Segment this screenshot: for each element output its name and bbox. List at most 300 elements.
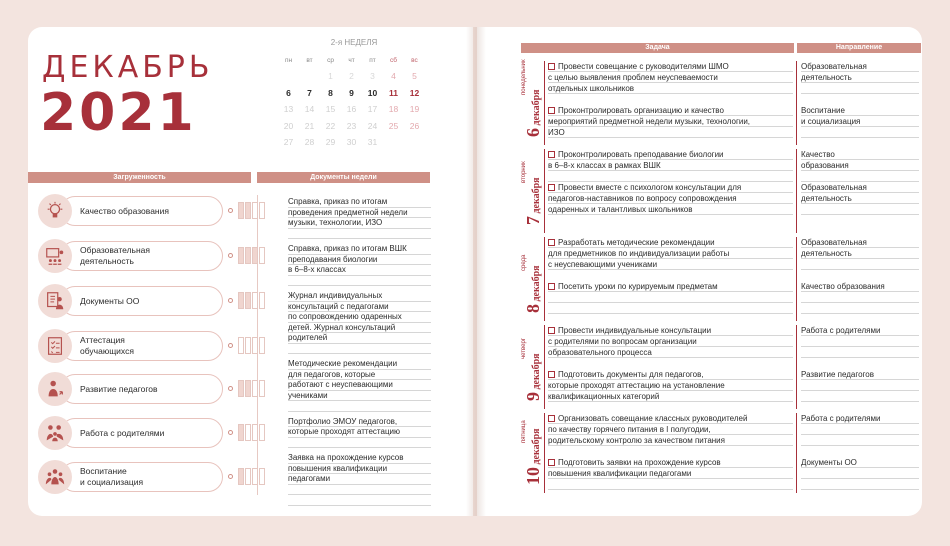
direction-item — [801, 105, 919, 138]
document-item — [288, 291, 431, 354]
task-text: Организовать совещание классных руководителей — [558, 414, 748, 423]
workload-label-line: Работа с родителями — [80, 427, 165, 438]
direction-item — [801, 182, 919, 215]
document-line: для педагогов, которые — [288, 370, 431, 381]
document-line: которые проходят аттестацию — [288, 427, 431, 438]
direction-blank-line[interactable] — [801, 292, 919, 303]
day-label — [521, 325, 543, 409]
calendar-day[interactable]: 9 — [349, 87, 354, 98]
document-line: Портфолио ЭМОУ педагогов, — [288, 417, 431, 428]
day-label — [521, 61, 543, 145]
task-text: Подготовить документы для педагогов, — [558, 370, 704, 379]
calendar-day[interactable]: 26 — [409, 120, 420, 131]
direction-blank-line[interactable] — [801, 424, 919, 435]
document-blank-line[interactable] — [288, 438, 431, 449]
task-line — [548, 435, 793, 446]
day-separator — [544, 413, 545, 493]
people-group-icon — [38, 460, 72, 494]
documents-list — [288, 197, 431, 511]
task-line — [548, 468, 793, 479]
workload-level-cell[interactable] — [245, 380, 251, 397]
task-item — [548, 369, 793, 402]
direction-blank-line[interactable] — [801, 435, 919, 446]
task-checkbox[interactable] — [548, 283, 555, 290]
workload-label-line: Развитие педагогов — [80, 383, 158, 394]
calendar-day[interactable]: 13 — [283, 104, 294, 114]
documents-header: Документы недели — [257, 172, 430, 183]
document-blank-line[interactable] — [288, 485, 431, 496]
workload-dot — [228, 430, 233, 435]
task-blank-line[interactable] — [548, 303, 793, 314]
calendar-day[interactable]: 15 — [325, 104, 336, 114]
calendar-day[interactable]: 14 — [304, 104, 315, 114]
calendar-day[interactable]: 31 — [367, 137, 378, 147]
task-text: Проконтролировать организацию и качество — [558, 106, 724, 115]
task-line — [548, 204, 793, 215]
document-blank-line[interactable] — [288, 495, 431, 506]
calendar-empty — [278, 68, 299, 85]
direction-line: и социализация — [801, 116, 919, 127]
task-line — [548, 391, 793, 402]
workload-label — [80, 416, 164, 450]
direction-item — [801, 369, 919, 402]
task-text: Провести индивидуальные консультации — [558, 326, 712, 335]
task-line — [548, 336, 793, 347]
workload-dot — [228, 253, 233, 258]
day-label — [521, 237, 543, 321]
task-checkbox[interactable] — [548, 415, 555, 422]
workload-level-cell[interactable] — [238, 202, 244, 219]
month-title: ДЕКАБРЬ — [42, 50, 214, 85]
task-line — [548, 237, 793, 248]
task-text: Проконтролировать преподавание биологии — [558, 150, 724, 159]
calendar-day[interactable]: 12 — [409, 87, 420, 98]
task-item — [548, 149, 793, 182]
task-text: Провести вместе с психологом консультации для — [558, 183, 742, 192]
direction-separator — [796, 237, 797, 321]
document-line: Справка, приказ по итогам — [288, 197, 431, 208]
task-text: квалификационных категорий — [548, 392, 660, 401]
document-line: педагогами — [288, 474, 431, 485]
document-blank-line[interactable] — [288, 344, 431, 355]
task-text: родительскому контролю за качеством питания — [548, 436, 725, 445]
workload-label-line: и социализация — [80, 477, 144, 487]
mini-calendar — [278, 38, 430, 151]
direction-item — [801, 149, 919, 182]
task-checkbox[interactable] — [548, 184, 555, 191]
task-checkbox[interactable] — [548, 107, 555, 114]
day-number: 6 — [523, 128, 543, 137]
workload-level-cell[interactable] — [252, 247, 258, 264]
task-line — [548, 325, 793, 336]
task-item — [548, 325, 793, 358]
workload-row — [38, 284, 238, 318]
day-date — [523, 89, 544, 137]
day-month: декабря — [531, 265, 542, 304]
teacher-growth-icon — [38, 372, 72, 406]
workload-level-bars — [238, 424, 265, 441]
document-line: консультаций с педагогами — [288, 302, 431, 313]
calendar-day[interactable]: 1 — [328, 71, 333, 81]
day-number: 7 — [523, 216, 543, 225]
calendar-day[interactable]: 17 — [367, 104, 378, 114]
document-line: проведения предметной недели — [288, 208, 431, 219]
document-line: детей. Журнал консультаций — [288, 323, 431, 334]
task-checkbox[interactable] — [548, 327, 555, 334]
workload-level-cell[interactable] — [252, 202, 258, 219]
calendar-day[interactable]: 10 — [367, 87, 378, 98]
task-text: мероприятий предметной недели музыки, технологии, — [548, 117, 751, 126]
calendar-day[interactable]: 3 — [370, 71, 375, 81]
workload-level-bars — [238, 337, 265, 354]
task-text: с родителями по вопросам организации — [548, 337, 697, 346]
document-line: Заявка на прохождение курсов — [288, 453, 431, 464]
workload-label-line: обучающихся — [80, 346, 134, 356]
task-line — [548, 83, 793, 94]
document-item — [288, 417, 431, 449]
day-month: декабря — [531, 353, 542, 392]
workload-label — [80, 372, 158, 406]
workload-level-cell[interactable] — [245, 202, 251, 219]
weekday-header: вт — [306, 57, 313, 64]
direction-separator — [796, 61, 797, 145]
week-label: 2-я НЕДЕЛЯ — [330, 38, 378, 47]
day-number: 9 — [523, 392, 543, 401]
workload-level-cell[interactable] — [238, 247, 244, 264]
calendar-day[interactable]: 25 — [388, 120, 399, 131]
task-checkbox[interactable] — [548, 371, 555, 378]
day-month: декабря — [531, 177, 542, 216]
direction-line: Образовательная — [801, 182, 919, 193]
task-text: ИЗО — [548, 128, 565, 137]
day-block — [521, 237, 921, 321]
task-item — [548, 281, 793, 314]
document-line: Журнал индивидуальных — [288, 291, 431, 302]
workload-label — [80, 284, 139, 318]
day-label — [521, 413, 543, 493]
workload-label — [80, 329, 134, 363]
calendar-day[interactable]: 29 — [325, 137, 336, 147]
workload-level-bars — [238, 247, 265, 264]
day-date — [523, 353, 544, 401]
calendar-empty — [383, 134, 404, 151]
workload-level-cell[interactable] — [252, 468, 258, 485]
calendar-day[interactable]: 30 — [346, 137, 357, 147]
calendar-empty — [299, 68, 320, 85]
direction-line: Развитие педагогов — [801, 369, 919, 380]
calendar-day[interactable]: 27 — [283, 137, 294, 147]
workload-level-cell[interactable] — [238, 468, 244, 485]
calendar-day[interactable]: 28 — [304, 137, 315, 147]
direction-item — [801, 281, 919, 314]
direction-blank-line[interactable] — [801, 336, 919, 347]
calendar-day[interactable]: 16 — [346, 104, 357, 114]
direction-blank-line[interactable] — [801, 380, 919, 391]
task-item — [548, 105, 793, 138]
task-text: с неуспевающими учениками — [548, 260, 658, 269]
direction-blank-line[interactable] — [801, 83, 919, 94]
task-line — [548, 259, 793, 270]
direction-line: Образовательная — [801, 61, 919, 72]
document-line: Методические рекомендации — [288, 359, 431, 370]
task-checkbox[interactable] — [548, 151, 555, 158]
task-line — [548, 105, 793, 116]
workload-level-bars — [238, 380, 265, 397]
workload-label — [80, 460, 143, 494]
workload-label-line: Документы ОО — [80, 295, 140, 306]
workload-level-cell[interactable] — [259, 468, 265, 485]
book-spine — [466, 27, 486, 516]
direction-line: деятельность — [801, 72, 919, 83]
document-item — [288, 244, 431, 286]
workload-level-cell[interactable] — [238, 292, 244, 309]
workload-row — [38, 416, 238, 450]
direction-item — [801, 413, 919, 446]
task-line — [548, 182, 793, 193]
task-line — [548, 116, 793, 127]
workload-dot — [228, 386, 233, 391]
calendar-day[interactable]: 11 — [389, 87, 398, 98]
workload-level-cell[interactable] — [245, 424, 251, 441]
document-line: родителей — [288, 333, 431, 344]
task-line — [548, 380, 793, 391]
workload-label-line: Образовательная — [80, 245, 150, 255]
day-separator — [544, 149, 545, 233]
workload-level-cell[interactable] — [252, 292, 258, 309]
task-blank-line[interactable] — [548, 292, 793, 303]
task-line — [548, 127, 793, 138]
document-line: работают с неуспевающими — [288, 380, 431, 391]
classroom-icon — [38, 239, 72, 273]
direction-line: Образовательная — [801, 237, 919, 248]
document-line: по сопровождению одаренных — [288, 312, 431, 323]
day-block — [521, 149, 921, 233]
workload-label-line: Качество образования — [80, 205, 169, 216]
task-text: которые проходят аттестацию на установление — [548, 381, 725, 390]
document-item — [288, 453, 431, 506]
day-block — [521, 413, 921, 493]
direction-item — [801, 61, 919, 94]
weekday-header: пт — [369, 57, 376, 64]
task-text: повышения квалификации педагогами — [548, 469, 692, 478]
task-text: Провести совещание с руководителями ШМО — [558, 62, 729, 71]
workload-level-cell[interactable] — [252, 337, 258, 354]
day-weekday: вторник — [521, 161, 527, 183]
direction-line: Качество образования — [801, 281, 919, 292]
calendar-day[interactable]: 24 — [367, 120, 378, 131]
direction-separator — [796, 413, 797, 493]
task-text: педагогов-наставников по вопросу сопровождения — [548, 194, 737, 203]
day-weekday: понедельник — [521, 59, 527, 95]
task-line — [548, 281, 793, 292]
day-number: 10 — [523, 467, 543, 485]
direction-line: образования — [801, 160, 919, 171]
direction-blank-line[interactable] — [801, 391, 919, 402]
workload-level-cell[interactable] — [245, 337, 251, 354]
workload-level-cell[interactable] — [259, 380, 265, 397]
workload-dot — [228, 474, 233, 479]
workload-level-cell[interactable] — [259, 247, 265, 264]
direction-header: Направление — [797, 43, 921, 53]
workload-level-bars — [238, 202, 265, 219]
calendar-day[interactable]: 6 — [286, 87, 291, 98]
documents-icon — [38, 284, 72, 318]
task-checkbox[interactable] — [548, 239, 555, 246]
task-text: образовательного процесса — [548, 348, 652, 357]
task-item — [548, 182, 793, 215]
calendar-day[interactable]: 7 — [307, 87, 312, 98]
workload-label — [80, 194, 169, 228]
day-block — [521, 61, 921, 145]
calendar-grid — [278, 54, 430, 151]
direction-line: Работа с родителями — [801, 325, 919, 336]
task-blank-line[interactable] — [548, 479, 793, 490]
workload-level-cell[interactable] — [252, 380, 258, 397]
workload-label — [80, 239, 150, 273]
task-line — [548, 413, 793, 424]
task-line — [548, 160, 793, 171]
document-blank-line[interactable] — [288, 401, 431, 412]
calendar-day[interactable]: 8 — [328, 87, 333, 98]
direction-blank-line[interactable] — [801, 479, 919, 490]
direction-separator — [796, 149, 797, 233]
direction-blank-line[interactable] — [801, 127, 919, 138]
workload-header: Загруженность — [28, 172, 251, 183]
workload-row — [38, 194, 238, 228]
document-blank-line[interactable] — [288, 276, 431, 287]
direction-blank-line[interactable] — [801, 468, 919, 479]
day-separator — [544, 237, 545, 321]
document-line: учениками — [288, 391, 431, 402]
workload-label-line: Воспитание — [80, 466, 127, 476]
direction-blank-line[interactable] — [801, 259, 919, 270]
task-header: Задача — [521, 43, 794, 53]
workload-level-cell[interactable] — [238, 380, 244, 397]
workload-row — [38, 239, 238, 273]
workload-level-bars — [238, 468, 265, 485]
day-month: декабря — [531, 89, 542, 128]
direction-line: Качество — [801, 149, 919, 160]
direction-line: деятельность — [801, 248, 919, 259]
family-icon — [38, 416, 72, 450]
day-number: 8 — [523, 304, 543, 313]
workload-level-cell[interactable] — [238, 424, 244, 441]
task-text: Посетить уроки по курируемым предметам — [558, 282, 718, 291]
calendar-day[interactable]: 4 — [391, 71, 396, 81]
document-line: музыки, технологии, ИЗО — [288, 218, 431, 229]
task-text: с целью выявления проблем неуспеваемости — [548, 73, 718, 82]
task-item — [548, 457, 793, 490]
calendar-day[interactable]: 23 — [346, 120, 357, 131]
direction-blank-line[interactable] — [801, 204, 919, 215]
document-line: в 6–8-х классах — [288, 265, 431, 276]
calendar-day[interactable]: 21 — [304, 120, 315, 131]
task-text: в 6–8-х классах в рамках ВШК — [548, 161, 661, 170]
calendar-day[interactable]: 22 — [325, 120, 336, 131]
direction-blank-line[interactable] — [801, 303, 919, 314]
calendar-day[interactable]: 5 — [412, 71, 417, 81]
workload-level-cell[interactable] — [259, 292, 265, 309]
weekday-header: ср — [327, 57, 334, 64]
direction-item — [801, 237, 919, 270]
task-item — [548, 237, 793, 270]
document-item — [288, 359, 431, 412]
task-text: отдельных школьников — [548, 84, 635, 93]
task-text: для предметников по индивидуализации работы — [548, 249, 730, 258]
task-line — [548, 457, 793, 468]
document-line: повышения квалификации — [288, 464, 431, 475]
task-item — [548, 61, 793, 94]
workload-level-cell[interactable] — [238, 337, 244, 354]
document-blank-line[interactable] — [288, 229, 431, 240]
task-item — [548, 413, 793, 446]
workload-row — [38, 460, 238, 494]
day-weekday: пятница — [521, 420, 527, 443]
workload-level-cell[interactable] — [245, 247, 251, 264]
direction-blank-line[interactable] — [801, 171, 919, 182]
lightbulb-icon — [38, 194, 72, 228]
direction-line: деятельность — [801, 193, 919, 204]
weekday-header: сб — [390, 57, 397, 64]
task-line — [548, 248, 793, 259]
workload-level-cell[interactable] — [245, 292, 251, 309]
task-line — [548, 72, 793, 83]
workload-label-line: деятельность — [80, 256, 134, 266]
workload-level-cell[interactable] — [259, 202, 265, 219]
workload-level-cell[interactable] — [259, 337, 265, 354]
workload-dot — [228, 208, 233, 213]
task-checkbox[interactable] — [548, 459, 555, 466]
day-date — [523, 177, 544, 225]
task-line — [548, 61, 793, 72]
direction-item — [801, 457, 919, 490]
workload-row — [38, 372, 238, 406]
document-item — [288, 197, 431, 239]
workload-level-cell[interactable] — [245, 468, 251, 485]
task-blank-line[interactable] — [548, 171, 793, 182]
workload-label-line: Аттестация — [80, 335, 125, 345]
year-title: 2021 — [40, 83, 197, 143]
day-weekday: среда — [521, 254, 527, 271]
workload-level-cell[interactable] — [252, 424, 258, 441]
direction-item — [801, 325, 919, 358]
day-block — [521, 325, 921, 409]
calendar-day[interactable]: 18 — [388, 104, 399, 114]
task-text: одаренных и талантливых школьников — [548, 205, 693, 214]
calendar-day[interactable]: 19 — [409, 104, 420, 114]
task-line — [548, 149, 793, 160]
direction-blank-line[interactable] — [801, 347, 919, 358]
workload-row — [38, 329, 238, 363]
calendar-day[interactable]: 2 — [349, 71, 354, 81]
day-separator — [544, 61, 545, 145]
day-date — [523, 265, 544, 313]
workload-level-bars — [238, 292, 265, 309]
workload-dot — [228, 343, 233, 348]
document-line: преподавания биологии — [288, 255, 431, 266]
task-checkbox[interactable] — [548, 63, 555, 70]
task-text: по качеству горячего питания в I полугодии, — [548, 425, 711, 434]
day-month: декабря — [531, 428, 542, 467]
calendar-day[interactable]: 20 — [283, 120, 294, 131]
task-line — [548, 424, 793, 435]
day-separator — [544, 325, 545, 409]
direction-separator — [796, 325, 797, 409]
checklist-icon — [38, 329, 72, 363]
workload-level-cell[interactable] — [259, 424, 265, 441]
task-text: Разработать методические рекомендации — [558, 238, 715, 247]
task-line — [548, 347, 793, 358]
